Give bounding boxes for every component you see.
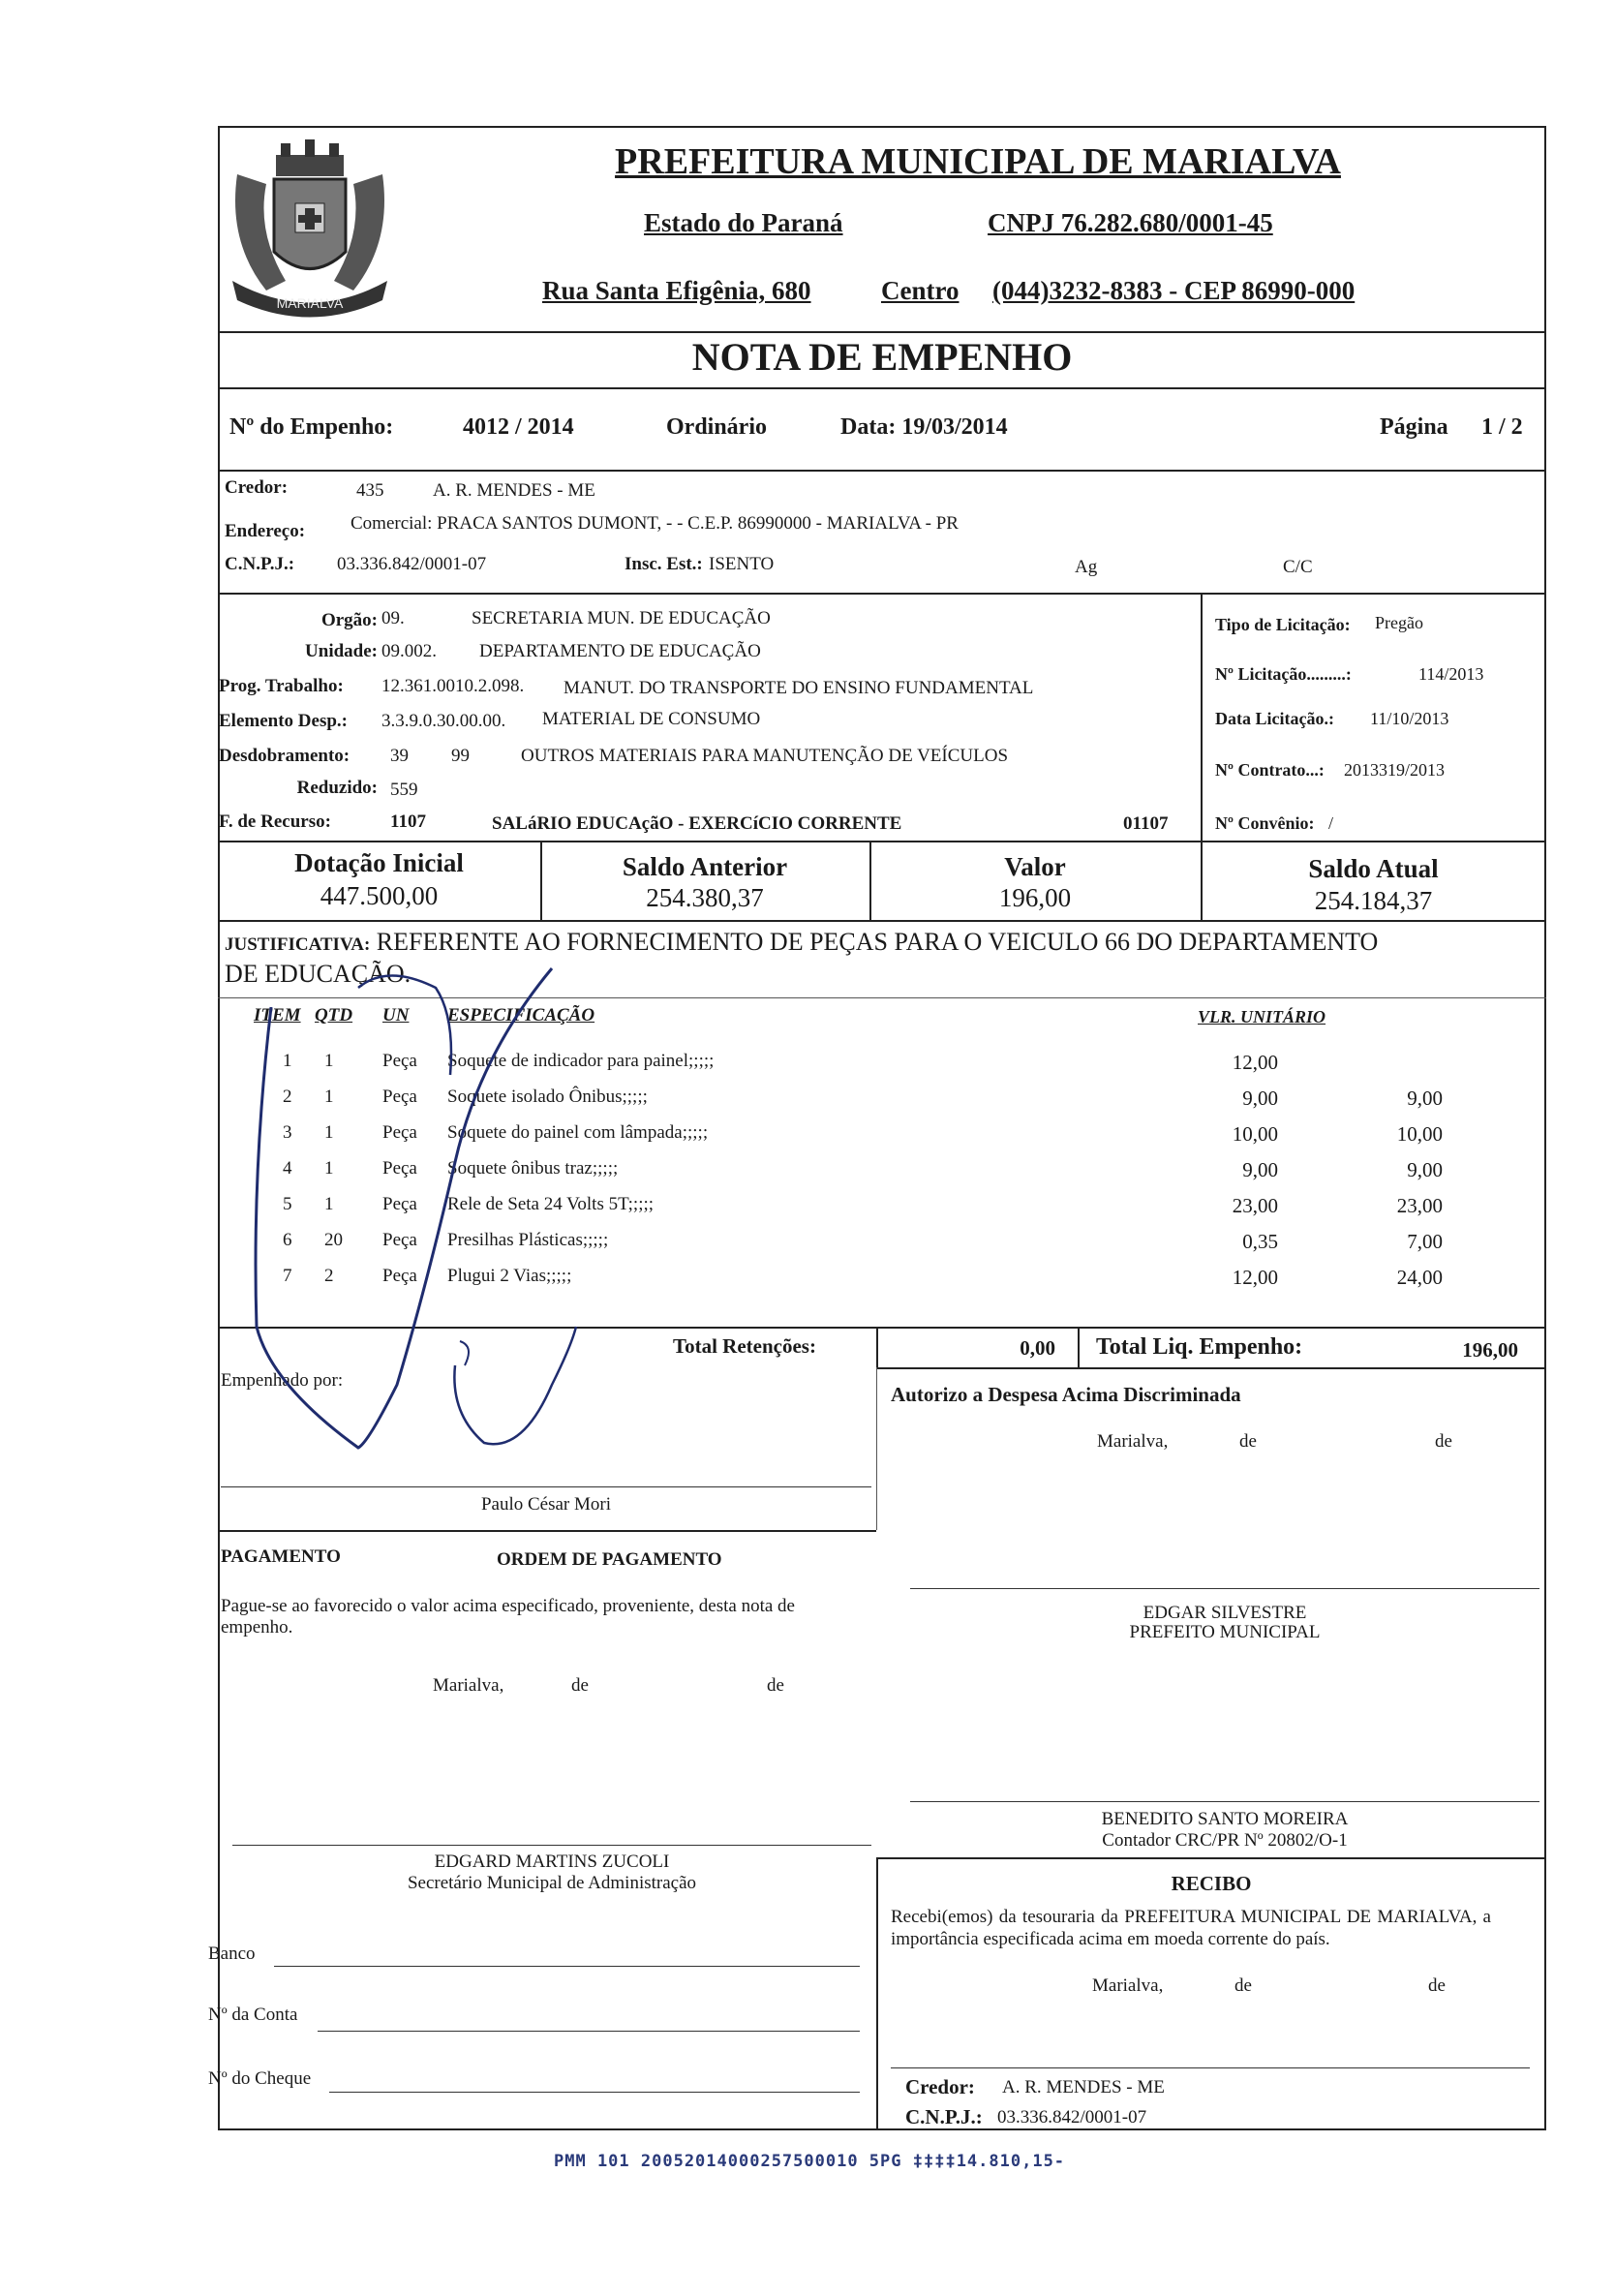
credor-label: Credor: — [225, 477, 289, 498]
item-unit: Peça — [382, 1087, 417, 1107]
divider — [876, 1327, 878, 1367]
conta-label: Nº da Conta — [208, 2005, 298, 2025]
item-description: Soquete do painel com lâmpada;;;;; — [447, 1122, 709, 1143]
prog-label: Prog. Trabalho: — [219, 676, 344, 696]
contrato-label: Nº Contrato...: — [1215, 760, 1325, 780]
divider — [876, 1857, 1546, 1859]
item-qty: 1 — [324, 1087, 334, 1107]
prog-code: 12.361.0010.2.098. — [381, 676, 525, 696]
numero-licitacao-value: 114/2013 — [1418, 664, 1484, 684]
orgao-code: 09. — [381, 608, 405, 628]
item-number: 7 — [283, 1266, 292, 1286]
elemento-code: 3.3.9.0.30.00.00. — [381, 711, 506, 731]
signature-line — [232, 1845, 871, 1846]
ag-label: Ag — [1075, 557, 1098, 577]
empenho-page: 1 / 2 — [1481, 414, 1523, 440]
item-description: Presilhas Plásticas;;;;; — [447, 1230, 609, 1250]
header-state: Estado do Paraná — [644, 208, 843, 237]
prog-value: MANUT. DO TRANSPORTE DO ENSINO FUNDAMENTAL — [564, 678, 1034, 698]
reduzido-label: Reduzido: — [296, 778, 378, 798]
divider — [218, 387, 1546, 389]
item-unit-price: 9,00 — [1242, 1158, 1278, 1181]
item-number: 2 — [283, 1087, 292, 1107]
empenho-date: Data: 19/03/2014 — [840, 414, 1008, 440]
handwritten-signature — [232, 959, 639, 1462]
item-unit-price: 10,00 — [1232, 1122, 1278, 1146]
data-licitacao-label: Data Licitação.: — [1215, 709, 1334, 728]
pagamento-label: PAGAMENTO — [221, 1546, 341, 1567]
recurso-code2: 01107 — [1123, 813, 1169, 834]
credor-cnpj-label: C.N.P.J.: — [225, 554, 295, 574]
item-total: 9,00 — [1407, 1158, 1443, 1181]
prefeito-nome: EDGAR SILVESTRE — [1143, 1603, 1307, 1623]
divider — [1201, 593, 1203, 841]
desdobramento-code1: 39 — [390, 746, 409, 766]
unidade-value: DEPARTAMENTO DE EDUCAÇÃO — [479, 641, 761, 661]
elemento-label: Elemento Desp.: — [219, 711, 348, 731]
recibo-credor-label: Credor: — [905, 2075, 975, 2098]
signature-line — [891, 2067, 1530, 2068]
signature-line — [221, 1486, 871, 1487]
numero-licitacao-label: Nº Licitação.........: — [1215, 664, 1352, 684]
credor-cnpj: 03.336.842/0001-07 — [337, 554, 487, 574]
header-phone-cep: (044)3232-8383 - CEP 86990-000 — [992, 276, 1356, 305]
item-number: 1 — [283, 1051, 292, 1071]
svg-text:MARIALVA: MARIALVA — [276, 295, 344, 311]
signature-line — [910, 1588, 1539, 1589]
item-number: 5 — [283, 1194, 292, 1214]
saldo-atual-label: Saldo Atual — [1308, 854, 1439, 883]
col-qtd: QTD — [315, 1005, 353, 1026]
saldo-anterior-label: Saldo Anterior — [622, 852, 788, 881]
recibo-credor: A. R. MENDES - ME — [1002, 2077, 1165, 2097]
justificativa-label: JUSTIFICATIVA: — [225, 934, 371, 955]
autorizo-text: Autorizo a Despesa Acima Discriminada — [891, 1383, 1241, 1406]
header-cnpj: CNPJ 76.282.680/0001-45 — [988, 208, 1273, 237]
reduzido-value: 559 — [390, 780, 418, 800]
unidade-code: 09.002. — [381, 641, 437, 661]
item-number: 6 — [283, 1230, 292, 1250]
col-vlr-unitario: VLR. UNITÁRIO — [1198, 1007, 1326, 1026]
cheque-line — [329, 2092, 860, 2093]
contador-cargo: Contador CRC/PR Nº 20802/O-1 — [1102, 1830, 1348, 1851]
item-unit-price: 12,00 — [1232, 1051, 1278, 1074]
col-especificacao: ESPECIFICAÇÃO — [447, 1005, 595, 1026]
pagamento-de1: de — [571, 1675, 589, 1696]
item-unit: Peça — [382, 1158, 417, 1179]
item-description: Soquete de indicador para painel;;;;; — [447, 1051, 715, 1071]
divider — [218, 1530, 876, 1532]
retencoes-label: Total Retenções: — [673, 1334, 816, 1358]
header-title: PREFEITURA MUNICIPAL DE MARIALVA — [615, 141, 1341, 182]
empenhado-nome: Paulo César Mori — [480, 1494, 612, 1515]
item-total: 9,00 — [1407, 1087, 1443, 1110]
dotacao-label: Dotação Inicial — [294, 848, 464, 877]
item-unit: Peça — [382, 1194, 417, 1214]
item-qty: 20 — [324, 1230, 343, 1250]
empenho-number-label: Nº do Empenho: — [229, 414, 394, 440]
recibo-de2: de — [1428, 1975, 1446, 1996]
recibo-title: RECIBO — [1171, 1872, 1252, 1895]
endereco-label: Endereço: — [225, 521, 306, 541]
recibo-cnpj-label: C.N.P.J.: — [905, 2105, 983, 2128]
autorizo-de2: de — [1435, 1431, 1452, 1452]
autenticacao-mecanica: PMM 101 20052014000257500010 5PG ‡‡‡‡14.810,15- — [554, 2152, 1066, 2171]
item-qty: 2 — [324, 1266, 334, 1286]
secretario-cargo: Secretário Municipal de Administração — [407, 1873, 697, 1893]
divider — [218, 841, 1546, 842]
divider — [218, 331, 1546, 333]
empenho-page-label: Página — [1380, 414, 1448, 440]
pagamento-local: Marialva, — [433, 1675, 504, 1696]
item-qty: 1 — [324, 1122, 334, 1143]
header-district: Centro — [881, 276, 960, 305]
divider — [218, 470, 1546, 472]
item-unit: Peça — [382, 1122, 417, 1143]
recurso-value: SALáRIO EDUCAçãO - EXERCíCIO CORRENTE — [492, 813, 902, 834]
divider — [218, 920, 1546, 922]
credor-code: 435 — [356, 480, 384, 501]
recibo-cnpj: 03.336.842/0001-07 — [997, 2107, 1147, 2128]
item-number: 4 — [283, 1158, 292, 1179]
item-total: 24,00 — [1396, 1266, 1443, 1289]
convenio-value: / — [1328, 813, 1334, 833]
divider — [218, 593, 1546, 595]
item-qty: 1 — [324, 1194, 334, 1214]
dotacao-value: 447.500,00 — [320, 881, 439, 910]
signature-line — [910, 1801, 1539, 1802]
credor-name: A. R. MENDES - ME — [433, 480, 595, 501]
retencoes-value: 0,00 — [1020, 1336, 1055, 1360]
item-total: 7,00 — [1407, 1230, 1443, 1253]
recurso-label: F. de Recurso: — [219, 811, 331, 832]
empenhado-por-label: Empenhado por: — [221, 1370, 344, 1391]
liquido-label: Total Liq. Empenho: — [1096, 1334, 1303, 1360]
item-unit: Peça — [382, 1230, 417, 1250]
empenho-number: 4012 / 2014 — [463, 414, 574, 440]
coat-of-arms-logo — [208, 136, 411, 329]
tipo-licitacao-label: Tipo de Licitação: — [1215, 615, 1351, 634]
col-un: UN — [382, 1005, 410, 1026]
justificativa-line1: REFERENTE AO FORNECIMENTO DE PEÇAS PARA O VEICULO 66 DO DEPARTAMENTO — [376, 928, 1379, 956]
recibo-de1: de — [1234, 1975, 1252, 1996]
ordem-pagamento: ORDEM DE PAGAMENTO — [497, 1549, 722, 1570]
item-description: Soquete isolado Ônibus;;;;; — [447, 1087, 648, 1107]
saldo-atual-value: 254.184,37 — [1314, 886, 1433, 915]
pagamento-de2: de — [767, 1675, 784, 1696]
item-total: 23,00 — [1396, 1194, 1443, 1217]
elemento-value: MATERIAL DE CONSUMO — [542, 709, 761, 729]
orgao-label: Orgão: — [320, 610, 378, 630]
empenho-type: Ordinário — [666, 414, 768, 440]
item-unit-price: 23,00 — [1232, 1194, 1278, 1217]
banco-label: Banco — [208, 1944, 256, 1964]
item-qty: 1 — [324, 1051, 334, 1071]
autorizo-de1: de — [1239, 1431, 1257, 1452]
item-description: Soquete ônibus traz;;;;; — [447, 1158, 619, 1179]
prefeito-cargo: PREFEITO MUNICIPAL — [1129, 1622, 1321, 1642]
item-qty: 1 — [324, 1158, 334, 1179]
item-unit: Peça — [382, 1051, 417, 1071]
contador-nome: BENEDITO SANTO MOREIRA — [1101, 1809, 1349, 1829]
item-unit-price: 12,00 — [1232, 1266, 1278, 1289]
item-total: 10,00 — [1396, 1122, 1443, 1146]
conta-line — [318, 2031, 860, 2032]
secretario-nome: EDGARD MARTINS ZUCOLI — [434, 1852, 670, 1872]
item-unit-price: 9,00 — [1242, 1087, 1278, 1110]
desdobramento-value: OUTROS MATERIAIS PARA MANUTENÇÃO DE VEÍCULOS — [521, 746, 1009, 766]
banco-line — [274, 1966, 860, 1967]
insc-value: ISENTO — [709, 554, 775, 574]
contrato-value: 2013319/2013 — [1344, 760, 1446, 780]
insc-label: Insc. Est.: — [625, 554, 703, 574]
item-unit-price: 0,35 — [1242, 1230, 1278, 1253]
item-description: Rele de Seta 24 Volts 5T;;;;; — [447, 1194, 655, 1214]
item-description: Plugui 2 Vias;;;;; — [447, 1266, 572, 1286]
endereco-value: Comercial: PRACA SANTOS DUMONT, - - C.E.P. 86990000 - MARIALVA - PR — [350, 513, 959, 534]
unidade-label: Unidade: — [305, 641, 378, 661]
col-item: ITEM — [254, 1005, 301, 1026]
document-title: NOTA DE EMPENHO — [691, 335, 1073, 379]
divider — [876, 1367, 877, 1530]
desdobramento-code2: 99 — [451, 746, 470, 766]
convenio-label: Nº Convênio: — [1215, 813, 1315, 833]
cc-label: C/C — [1283, 557, 1313, 577]
item-unit: Peça — [382, 1266, 417, 1286]
header-address: Rua Santa Efigênia, 680 — [542, 276, 811, 305]
valor-label: Valor — [1004, 852, 1066, 881]
liquido-value: 196,00 — [1462, 1338, 1518, 1362]
recibo-texto: Recebi(emos) da tesouraria da PREFEITURA MUNICIPAL DE MARIALVA, a importância especificada acima em moeda corrente do país. — [891, 1907, 1491, 1949]
item-number: 3 — [283, 1122, 292, 1143]
desdobramento-label: Desdobramento: — [219, 746, 350, 766]
divider — [876, 1857, 878, 2130]
tipo-licitacao-value: Pregão — [1375, 613, 1423, 632]
autorizo-local: Marialva, — [1097, 1431, 1169, 1452]
cheque-label: Nº do Cheque — [208, 2068, 312, 2089]
divider — [876, 1367, 1546, 1369]
saldo-anterior-value: 254.380,37 — [646, 883, 764, 912]
justificativa-line2: DE EDUCAÇÃO. — [225, 960, 411, 988]
recibo-local: Marialva, — [1092, 1975, 1164, 1996]
recurso-code: 1107 — [390, 811, 426, 832]
divider — [1078, 1327, 1080, 1367]
valor-value: 196,00 — [998, 883, 1072, 912]
orgao-value: SECRETARIA MUN. DE EDUCAÇÃO — [472, 608, 771, 628]
pagamento-texto: Pague-se ao favorecido o valor acima especificado, proveniente, desta nota de empenho. — [221, 1596, 795, 1638]
data-licitacao-value: 11/10/2013 — [1370, 709, 1449, 728]
